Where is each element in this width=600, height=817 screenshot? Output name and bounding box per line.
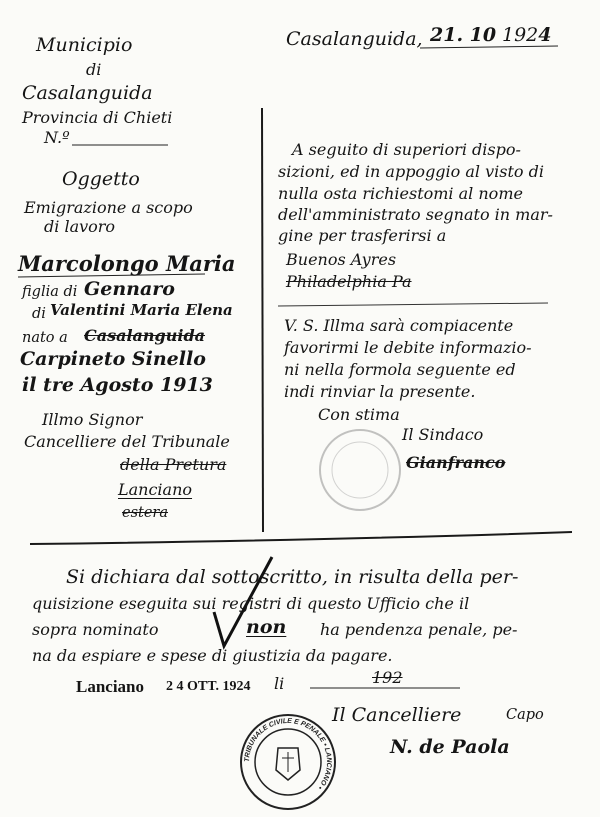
mayor-title: Il Sindaco [402, 425, 484, 444]
recipient-line-1: Illmo Signor [42, 410, 143, 429]
recipient-line-5: estera [122, 505, 169, 521]
instruction-line-2: favorirmi le debite informazio- [284, 338, 532, 357]
birth-place: Carpineto Sinello [20, 348, 206, 370]
clerk-signature: N. de Paola [390, 736, 510, 758]
request-line-4: dell'amministrato segnato in mar- [278, 205, 553, 224]
declaration-line-3b: non [246, 616, 287, 638]
document-place: Casalanguida, [286, 28, 423, 50]
declaration-line-2: quisizione eseguita sui registri di questo Ufficio che il [32, 594, 470, 613]
birth-label: nato a [22, 330, 68, 346]
destination-2: Philadelphia Pa [286, 272, 412, 291]
municipality-title: Municipio [36, 34, 133, 56]
birth-place-struck: Casalanguida [84, 326, 206, 345]
instruction-line-1: V. S. Illma sarà compiacente [284, 316, 514, 335]
clerk-title-suffix: Capo [506, 707, 544, 723]
closing: Con stima [318, 405, 400, 424]
protocol-number-label: N.º [44, 128, 70, 147]
municipality-name: Casalanguida [22, 82, 153, 104]
footer-year-struck: 192 [372, 668, 403, 687]
province-name: Provincia di Chieti [22, 108, 173, 127]
footer-li: li [274, 674, 285, 693]
mother-name: Valentini Maria Elena [50, 301, 233, 319]
declaration-line-1: Si dichiara dal sottoscritto, in risulta della per- [66, 566, 519, 588]
recipient-line-2: Cancelliere del Tribunale [24, 432, 230, 451]
subject-heading: Oggetto [62, 168, 140, 190]
mother-prefix: di [32, 306, 46, 322]
request-line-5: gine per trasferirsi a [278, 226, 447, 245]
document-date: 21. 10 [430, 24, 497, 46]
mayor-signature: Gianfranco [406, 453, 506, 472]
declaration-line-3a: sopra nominato [32, 620, 159, 639]
municipality-of: di [86, 60, 102, 79]
instruction-line-3: ni nella formola seguente ed [284, 360, 516, 379]
birth-date: il tre Agosto 1913 [22, 374, 213, 396]
declaration-line-3c: ha pendenza penale, pe- [320, 620, 518, 639]
request-line-2: sizioni, ed in appoggio al visto di [278, 162, 544, 181]
request-line-1: A seguito di superiori dispo- [292, 140, 521, 159]
recipient-line-3: della Pretura [120, 455, 227, 474]
footer-place: Lanciano [76, 677, 145, 696]
subject-line-1: Emigrazione a scopo [24, 198, 193, 217]
clerk-title: Il Cancelliere [332, 704, 462, 726]
instruction-line-4: indi rinviar la presente. [284, 382, 476, 401]
declaration-line-4: na da espiare e spese di giustizia da pagare. [32, 646, 393, 665]
footer-date-stamp: 2 4 OTT. 1924 [166, 679, 251, 694]
father-name: Gennaro [84, 278, 175, 300]
father-label: figlia di [22, 284, 78, 300]
subject-line-2: di lavoro [44, 217, 116, 236]
person-name: Marcolongo Maria [18, 251, 236, 276]
request-line-3: nulla osta richiestomi al nome [278, 184, 523, 203]
recipient-line-4: Lanciano [118, 480, 193, 499]
svg-text:TRIBUNALE CIVILE E PENALE • LA: TRIBUNALE CIVILE E PENALE • LANCIANO • [243, 717, 333, 791]
document-year: 1924 [502, 24, 552, 46]
destination-1: Buenos Ayres [286, 250, 397, 269]
